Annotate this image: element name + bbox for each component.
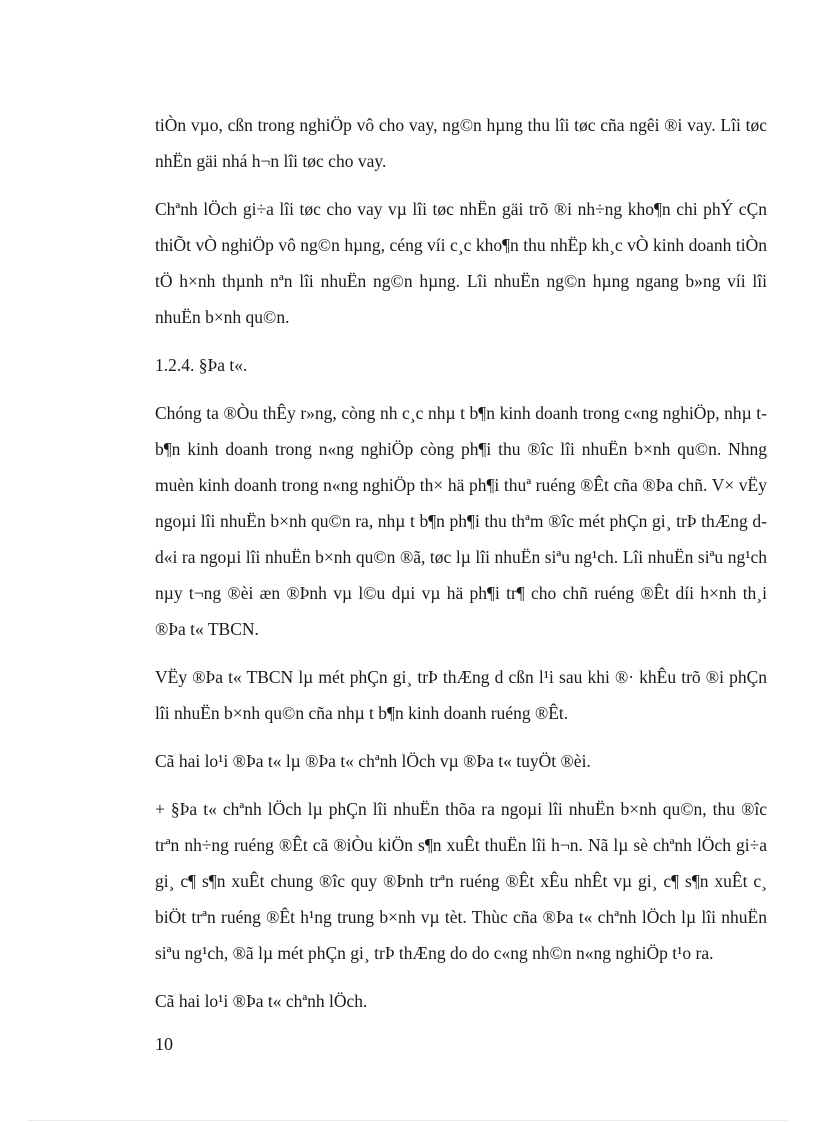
- paragraph-rent-types: Cã hai lo¹i ®Þa t« lµ ®Þa t« chªnh lÖch vµ ®Þa t« tuyÖt ®èi.: [155, 751, 591, 771]
- paragraph-land-rent-definition: VËy ®Þa t« TBCN lµ mét phÇn gi¸ trÞ thÆng d cßn l¹i sau khi ®· khÊu trõ ®i phÇn lîi nhuËn b×nh qu©n cña nhµ t b¶n kinh doanh ruéng ®Êt.: [155, 667, 767, 723]
- paragraph-bank-profit: Chªnh lÖch gi÷a lîi tøc cho vay vµ lîi tøc nhËn gäi trõ ®i nh÷ng kho¶n chi phÝ cÇn thiÕt vÒ nghiÖp vô ng©n hµng, céng víi c¸c kho¶n thu nhËp kh¸c vÒ kinh doanh tiÒn tÖ h×nh thµnh nªn lîi nhuËn ng©n hµng. Lîi nhuËn ng©n hµng ngang b»ng víi lîi nhuËn b×nh qu©n.: [155, 199, 767, 327]
- page-body: [155, 107, 767, 1031]
- section-heading: 1.2.4. §Þa t«.: [155, 355, 248, 375]
- paragraph-land-rent-origin: Chóng ta ®Òu thÊy r»ng, còng nh c¸c nhµ t b¶n kinh doanh trong c«ng nghiÖp, nhµ t b¶n kinh doanh trong n«ng nghiÖp còng ph¶i thu ®îc lîi nhuËn b×nh qu©n. Nhng muèn kinh doanh trong n«ng nghiÖp th× hä ph¶i thuª ruéng ®Êt cña ®Þa chñ. V× vËy ngoµi lîi nhuËn b×nh qu©n ra, nhµ t b¶n ph¶i thu thªm ®îc mét phÇn gi¸ trÞ thÆng d d«i ra ngoµi lîi nhuËn b×nh qu©n ®ã, tøc lµ lîi nhuËn siªu ng¹ch. Lîi nhuËn siªu ng¹ch nµy t¬ng ®èi æn ®Þnh vµ l©u dµi vµ hä ph¶i tr¶ cho chñ ruéng ®Êt díi h×nh th¸i ®Þa t« TBCN.: [155, 403, 767, 639]
- paragraph-differential-types: Cã hai lo¹i ®Þa t« chªnh lÖch.: [155, 991, 368, 1011]
- page-number: 10: [155, 1034, 173, 1054]
- page-bottom-divider: [28, 1120, 788, 1121]
- paragraph-differential-rent: + §Þa t« chªnh lÖch lµ phÇn lîi nhuËn thõa ra ngoµi lîi nhuËn b×nh qu©n, thu ®îc trªn nh÷ng ruéng ®Êt cã ®iÒu kiÖn s¶n xuÊt thuËn lîi h¬n. Nã lµ sè chªnh lÖch gi÷a gi¸ c¶ s¶n xuÊt chung ®îc quy ®Þnh trªn ruéng ®Êt xÊu nhÊt vµ gi¸ c¶ s¶n xuÊt c¸ biÖt trªn ruéng ®Êt h¹ng trung b×nh vµ tèt. Thùc cña ®Þa t« chªnh lÖch lµ lîi nhuËn siªu ng¹ch, ®ã lµ mét phÇn gi¸ trÞ thÆng do do c«ng nh©n n«ng nghiÖp t¹o ra.: [155, 799, 767, 963]
- paragraph-interest-intro: tiÒn vµo, cßn trong nghiÖp vô cho vay, ng©n hµng thu lîi tøc cña ngêi ®i vay. Lîi tøc nhËn gäi nhá h¬n lîi tøc cho vay.: [155, 115, 767, 171]
